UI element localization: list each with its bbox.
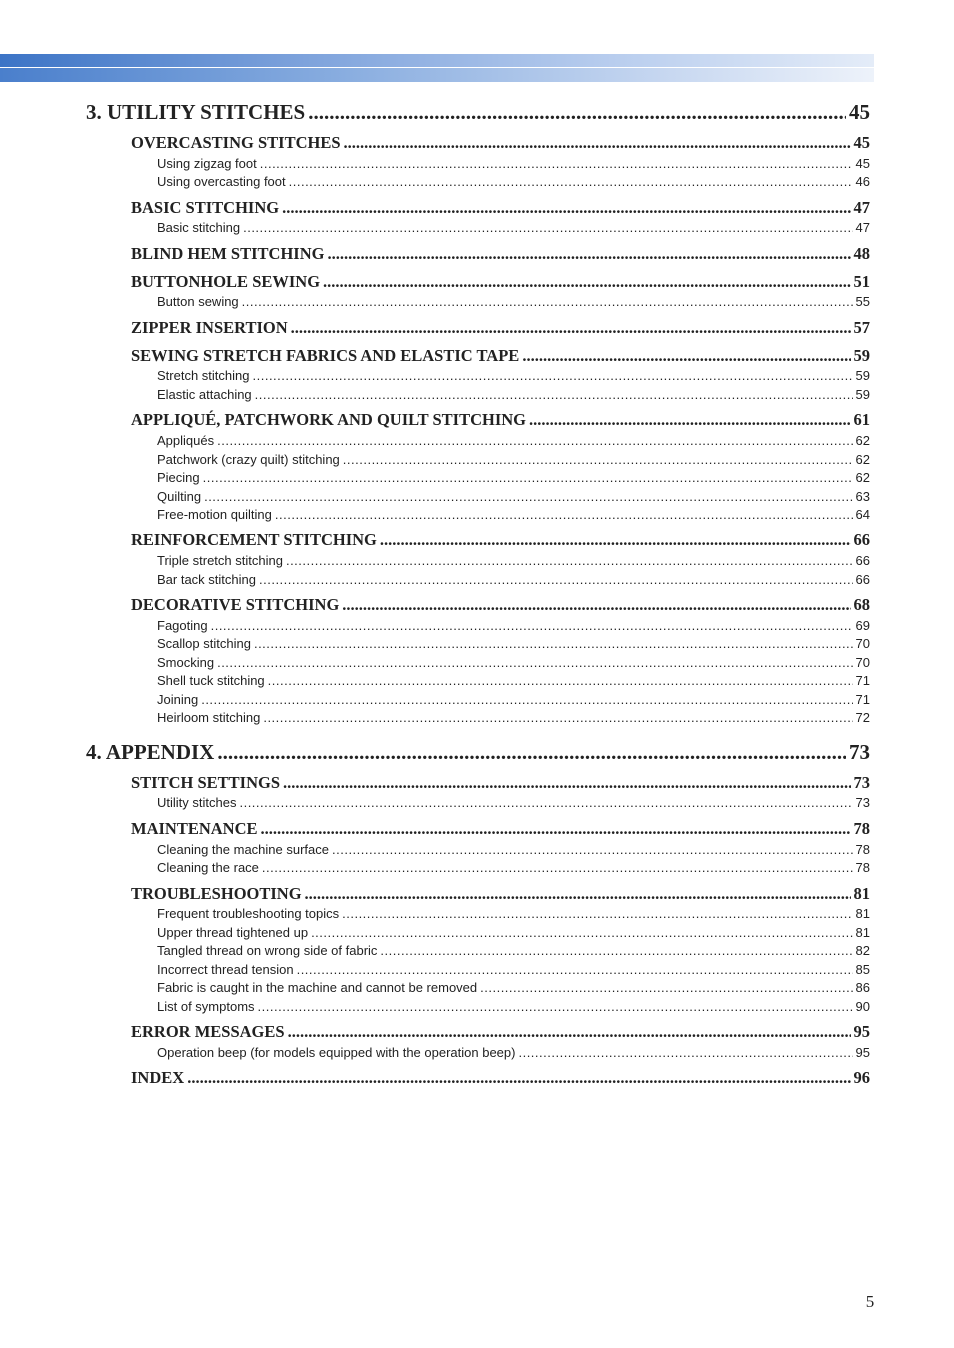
toc-item[interactable] xyxy=(157,572,870,587)
toc-page: 62 xyxy=(855,433,870,448)
banner-stripe-top xyxy=(0,54,874,67)
toc-page: 45 xyxy=(849,100,870,124)
toc-page: 61 xyxy=(853,410,870,429)
toc-page: 66 xyxy=(855,572,870,587)
toc-item[interactable] xyxy=(157,433,870,448)
toc-title: ZIPPER INSERTION xyxy=(131,318,288,337)
toc-item[interactable] xyxy=(157,174,870,189)
toc-section[interactable] xyxy=(131,272,870,292)
toc-title: Free-motion quilting xyxy=(157,507,272,522)
toc-item[interactable] xyxy=(157,636,870,651)
toc-page: 71 xyxy=(855,692,870,707)
toc-section[interactable] xyxy=(131,198,870,218)
toc-leader xyxy=(217,655,852,670)
toc-item[interactable] xyxy=(157,618,870,633)
toc-title: Quilting xyxy=(157,489,202,504)
toc-section[interactable] xyxy=(131,819,870,839)
toc-page: 45 xyxy=(853,133,870,152)
toc-page: 71 xyxy=(855,673,870,688)
toc-title: Utility stitches xyxy=(157,795,237,810)
toc-leader xyxy=(286,553,853,568)
toc-item[interactable] xyxy=(157,999,870,1014)
toc-page: 95 xyxy=(855,1045,870,1060)
toc-leader xyxy=(242,294,853,309)
toc-leader xyxy=(305,884,851,904)
toc-leader xyxy=(380,943,852,958)
toc-title: BLIND HEM STITCHING xyxy=(131,244,325,263)
toc-title: Elastic attaching xyxy=(157,387,252,402)
toc-title: Using zigzag foot xyxy=(157,156,257,171)
toc-page: 81 xyxy=(855,906,870,921)
toc-title: Shell tuck stitching xyxy=(157,673,265,688)
toc-item[interactable] xyxy=(157,220,870,235)
toc-title: DECORATIVE STITCHING xyxy=(131,595,340,614)
toc-title: Incorrect thread tension xyxy=(157,962,294,977)
toc-page: 78 xyxy=(855,842,870,857)
toc-page: 95 xyxy=(853,1022,870,1041)
toc-title: List of symptoms xyxy=(157,999,255,1014)
toc-page: 82 xyxy=(855,943,870,958)
toc-title: Fagoting xyxy=(157,618,208,633)
toc-title: BUTTONHOLE SEWING xyxy=(131,272,321,291)
toc-page: 90 xyxy=(855,999,870,1014)
toc-section[interactable] xyxy=(131,133,870,153)
toc-leader xyxy=(308,100,846,125)
toc-section[interactable] xyxy=(131,595,870,615)
toc-title: INDEX xyxy=(131,1068,185,1087)
toc-leader xyxy=(211,618,853,633)
toc-leader xyxy=(480,980,852,995)
toc-title: BASIC STITCHING xyxy=(131,198,280,217)
toc-page: 55 xyxy=(855,294,870,309)
toc-page: 70 xyxy=(855,636,870,651)
toc-item[interactable] xyxy=(157,842,870,857)
toc-item[interactable] xyxy=(157,795,870,810)
toc-title: TROUBLESHOOTING xyxy=(131,884,302,903)
toc-title: Joining xyxy=(157,692,199,707)
toc-leader xyxy=(342,906,852,921)
toc-leader xyxy=(522,346,850,366)
toc-title: 4. APPENDIX xyxy=(86,740,215,764)
toc-item[interactable] xyxy=(157,962,870,977)
toc-leader xyxy=(289,174,853,189)
toc-page: 59 xyxy=(853,346,870,365)
toc-section[interactable] xyxy=(131,1022,870,1042)
toc-title: Triple stretch stitching xyxy=(157,553,283,568)
toc-leader xyxy=(259,572,853,587)
toc-title: Bar tack stitching xyxy=(157,572,256,587)
toc-title: REINFORCEMENT STITCHING xyxy=(131,530,377,549)
toc-leader xyxy=(380,530,851,550)
toc-page: 81 xyxy=(853,884,870,903)
toc-item[interactable] xyxy=(157,470,870,485)
toc-item[interactable] xyxy=(157,692,870,707)
toc-section[interactable] xyxy=(131,1068,870,1088)
toc-page: 73 xyxy=(855,795,870,810)
toc-title: Cleaning the race xyxy=(157,860,259,875)
toc-item[interactable] xyxy=(157,860,870,875)
toc-title: Heirloom stitching xyxy=(157,710,261,725)
toc-item[interactable] xyxy=(157,980,870,995)
toc-leader xyxy=(243,220,852,235)
toc-title: OVERCASTING STITCHES xyxy=(131,133,341,152)
toc-page: 59 xyxy=(855,387,870,402)
toc-leader xyxy=(297,962,853,977)
toc-title: Scallop stitching xyxy=(157,636,251,651)
toc-title: Using overcasting foot xyxy=(157,174,286,189)
toc-page: 69 xyxy=(855,618,870,633)
toc-page: 57 xyxy=(853,318,870,337)
toc-title: STITCH SETTINGS xyxy=(131,773,281,792)
toc-page: 62 xyxy=(855,452,870,467)
toc-page: 85 xyxy=(855,962,870,977)
toc-title: Frequent troubleshooting topics xyxy=(157,906,340,921)
toc-leader xyxy=(263,710,852,725)
toc-leader xyxy=(268,673,853,688)
toc-title: SEWING STRETCH FABRICS AND ELASTIC TAPE xyxy=(131,346,520,365)
toc-page: 66 xyxy=(853,530,870,549)
toc-leader xyxy=(332,842,853,857)
toc-page: 48 xyxy=(853,244,870,263)
toc-leader xyxy=(323,272,850,292)
toc-leader xyxy=(342,595,850,615)
toc-page: 59 xyxy=(855,368,870,383)
toc-page: 78 xyxy=(853,819,870,838)
toc-page: 47 xyxy=(853,198,870,217)
toc-section[interactable] xyxy=(131,530,870,550)
toc-page: 46 xyxy=(855,174,870,189)
toc-item[interactable] xyxy=(157,673,870,688)
toc-leader xyxy=(311,925,852,940)
toc-page: 63 xyxy=(855,489,870,504)
toc-leader xyxy=(253,368,853,383)
toc-leader xyxy=(204,489,852,504)
toc-leader xyxy=(217,433,852,448)
toc-page: 86 xyxy=(855,980,870,995)
toc-title: Tangled thread on wrong side of fabric xyxy=(157,943,378,958)
toc-page: 68 xyxy=(853,595,870,614)
toc-title: Appliqués xyxy=(157,433,215,448)
toc-page: 73 xyxy=(849,740,870,764)
toc-item[interactable] xyxy=(157,156,870,171)
toc-item[interactable] xyxy=(157,368,870,383)
toc-leader xyxy=(203,470,853,485)
toc-item[interactable] xyxy=(157,925,870,940)
toc-leader xyxy=(260,156,853,171)
toc-title: Patchwork (crazy quilt) stitching xyxy=(157,452,340,467)
toc-item[interactable] xyxy=(157,553,870,568)
toc-page: 81 xyxy=(855,925,870,940)
toc-title: Smocking xyxy=(157,655,215,670)
toc-page: 78 xyxy=(855,860,870,875)
toc-leader xyxy=(344,133,851,153)
toc-leader xyxy=(239,795,852,810)
toc-leader xyxy=(282,198,850,218)
toc-leader xyxy=(283,773,850,793)
toc-chapter[interactable] xyxy=(86,740,870,765)
toc-leader xyxy=(217,740,846,765)
toc-leader xyxy=(518,1045,852,1060)
toc-leader xyxy=(255,387,853,402)
toc-leader xyxy=(258,999,853,1014)
toc-title: Stretch stitching xyxy=(157,368,250,383)
toc-leader xyxy=(261,819,851,839)
toc-title: Fabric is caught in the machine and cannot be removed xyxy=(157,980,478,995)
toc-page: 66 xyxy=(855,553,870,568)
toc-title: 3. UTILITY STITCHES xyxy=(86,100,306,124)
toc-leader xyxy=(254,636,853,651)
toc-chapter[interactable] xyxy=(86,100,870,125)
toc-leader xyxy=(529,410,850,430)
toc-title: MAINTENANCE xyxy=(131,819,258,838)
toc-page: 51 xyxy=(853,272,870,291)
toc-item[interactable] xyxy=(157,387,870,402)
toc-title: ERROR MESSAGES xyxy=(131,1022,285,1041)
toc-page: 62 xyxy=(855,470,870,485)
page-number: 5 xyxy=(865,1292,875,1311)
toc-page: 72 xyxy=(855,710,870,725)
toc-item[interactable] xyxy=(157,452,870,467)
toc-leader xyxy=(187,1068,850,1088)
toc-title: Cleaning the machine surface xyxy=(157,842,329,857)
toc-title: APPLIQUÉ, PATCHWORK AND QUILT STITCHING xyxy=(131,410,527,429)
toc-page: 45 xyxy=(855,156,870,171)
toc-section[interactable] xyxy=(131,410,870,430)
toc-leader xyxy=(291,318,851,338)
toc-title: Upper thread tightened up xyxy=(157,925,309,940)
header-banner xyxy=(0,54,874,82)
toc-leader xyxy=(201,692,852,707)
toc-title: Basic stitching xyxy=(157,220,241,235)
toc-section[interactable] xyxy=(131,773,870,793)
toc-page: 47 xyxy=(855,220,870,235)
toc-page: 73 xyxy=(853,773,870,792)
toc-leader xyxy=(262,860,853,875)
toc-title: Piecing xyxy=(157,470,200,485)
toc-leader xyxy=(343,452,853,467)
toc-item[interactable] xyxy=(157,906,870,921)
toc-section[interactable] xyxy=(131,318,870,338)
toc-title: Button sewing xyxy=(157,294,239,309)
toc-leader xyxy=(327,244,850,264)
toc-title: Operation beep (for models equipped with the operation beep) xyxy=(157,1045,516,1060)
toc-item[interactable] xyxy=(157,1045,870,1060)
toc-leader xyxy=(275,507,853,522)
banner-stripe-bottom xyxy=(0,68,874,82)
toc-page: 70 xyxy=(855,655,870,670)
toc-section[interactable] xyxy=(131,884,870,904)
toc-page: 96 xyxy=(853,1068,870,1087)
toc-leader xyxy=(288,1022,851,1042)
toc-page: 64 xyxy=(855,507,870,522)
toc-item[interactable] xyxy=(157,710,870,725)
toc-item[interactable] xyxy=(157,294,870,309)
toc-section[interactable] xyxy=(131,346,870,366)
toc-item[interactable] xyxy=(157,507,870,522)
toc-item[interactable] xyxy=(157,655,870,670)
toc-item[interactable] xyxy=(157,943,870,958)
toc-item[interactable] xyxy=(157,489,870,504)
toc-section[interactable] xyxy=(131,244,870,264)
